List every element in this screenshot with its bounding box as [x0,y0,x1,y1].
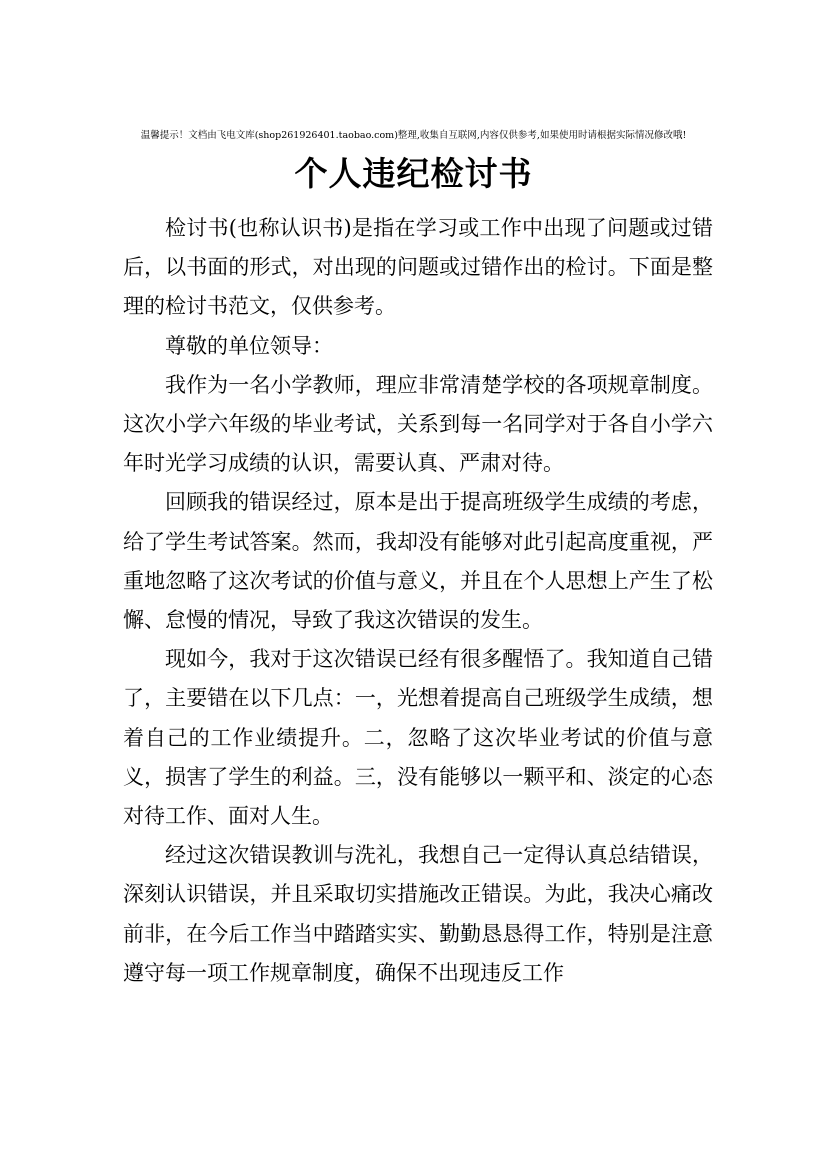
header-notice: 温馨提示！文档由飞电文库(shop261926401.taobao.com)整理,收集自互联网,内容仅供参考,如果使用时请根据实际情况修改哦! [140,130,687,141]
paragraph-salutation: 尊敬的单位领导： [165,333,333,358]
paragraph-review: 回顾我的错误经过，原本是出于提高班级学生成绩的考虑，给了学生考试答案。然而，我却没有能够对此引起高度重视，严重地忽略了这次考试的价值与意义，并且在个人思想上产生了松懈、怠慢的情况，导致了我这次错误的发生。 [123,490,713,633]
document-body [123,209,713,993]
document-title: 个人违纪检讨书 [294,154,533,193]
paragraph-reflection: 现如今，我对于这次错误已经有很多醒悟了。我知道自己错了，主要错在以下几点：一，光想着提高自己班级学生成绩，想着自己的工作业绩提升。二，忽略了这次毕业考试的价值与意义，损害了学生的利益。三，没有能够以一颗平和、淡定的心态对待工作、面对人生。 [123,647,713,829]
paragraph-intro: 检讨书(也称认识书)是指在学习或工作中出现了问题或过错后，以书面的形式，对出现的问题或过错作出的检讨。下面是整理的检讨书范文，仅供参考。 [123,216,713,319]
paragraph-background: 我作为一名小学教师，理应非常清楚学校的各项规章制度。这次小学六年级的毕业考试，关系到每一名同学对于各自小学六年时光学习成绩的认识，需要认真、严肃对待。 [123,372,713,476]
paragraph-resolution: 经过这次错误教训与洗礼，我想自己一定得认真总结错误，深刻认识错误，并且采取切实措施改正错误。为此，我决心痛改前非，在今后工作当中踏踏实实、勤勤恳恳得工作，特别是注意遵守每一项工作规章制度，确保不出现违反工作 [123,843,713,985]
